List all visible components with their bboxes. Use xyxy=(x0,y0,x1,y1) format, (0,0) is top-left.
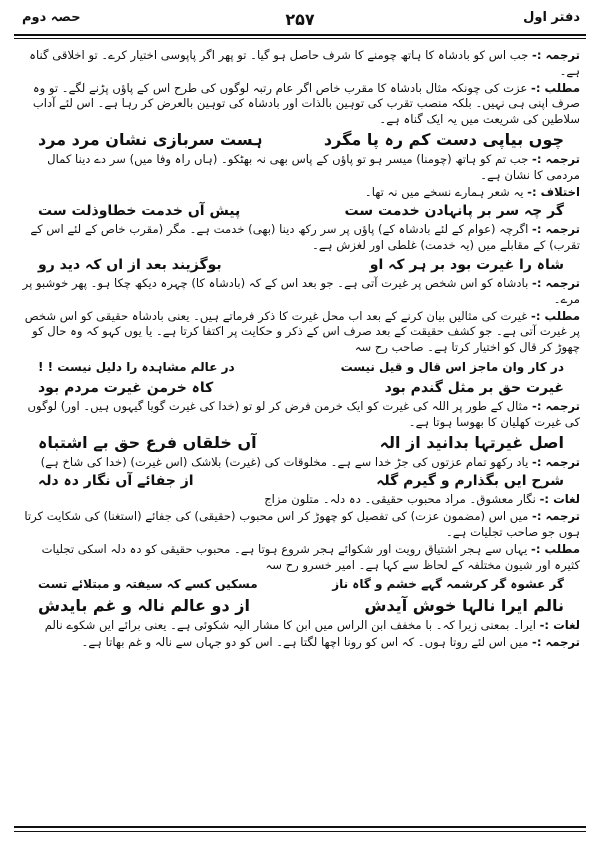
footer-rule-thin xyxy=(14,831,586,832)
paragraph-label: مطلب :- xyxy=(531,541,580,556)
paragraph-label: ترجمہ :- xyxy=(532,222,580,237)
paragraph xyxy=(22,492,580,508)
verse-first-half: اصل غیرتہا بدانید از الہ xyxy=(379,432,564,452)
paragraph-text: اگرچہ (عوام کے لئے بادشاہ کے) پاؤں پر سر رکھ دینا (بھی) خدمت ہے۔ مگر (مقرب خاص کے لئے اس کے تقرب) کے مقابلے میں (یہ خدمت) غلطی اور لغزش ہے۔ xyxy=(30,222,580,253)
paragraph xyxy=(22,635,580,651)
running-header-title: دفتر اول xyxy=(523,10,580,25)
paragraph-label: ترجمہ :- xyxy=(532,635,580,650)
paragraph xyxy=(22,399,580,431)
paragraph-text: یہاں سے ہجر اشتیاق رویت اور شکوائے ہجر شروع ہوتا ہے۔ محبوب حقیقی کو دہ دلہ اسکی تجلیات کثیرہ اور شیون مختلفہ کے لحاظ سے کہا ہے۔ امیر خسرو رح سہ xyxy=(41,541,580,572)
paragraph-label: ترجمہ :- xyxy=(532,509,580,524)
verse-second-half: در عالم مشاہدہ را دلیل نیست ! ! xyxy=(38,359,235,374)
paragraph xyxy=(22,455,580,471)
verse-second-half: از جفائے آں نگار دہ دلہ xyxy=(38,473,194,490)
verse-first-half: گر عشوہ گر کرشمہ گہے خشم و گاہ ناز xyxy=(332,577,564,592)
paragraph-text: مثال کے طور پر اللہ کی غیرت کو ایک خرمن فرض کر لو تو (خدا کی غیرت گویا گیہوں ہیں۔ اور) لوگوں کی غیرت کھلیان کا بھوسا ہوتا ہے۔ xyxy=(27,398,580,429)
paragraph xyxy=(22,185,580,201)
verse-second-half: ہست سربازی نشان مرد مرد xyxy=(38,129,263,149)
header-rule-thin xyxy=(14,38,586,39)
paragraph xyxy=(22,509,580,541)
paragraph-text: یاد رکھو تمام عزتوں کی جڑ خدا سے ہے۔ مخلوقات کی (غیرت) بلاشک (اس غیرت) (خدا کی شاخ ہے) xyxy=(40,454,529,469)
paragraph xyxy=(22,81,580,128)
verse-second-half: بوگزیند بعد از اں کہ دید رو xyxy=(38,256,222,273)
paragraph xyxy=(22,542,580,574)
paragraph-label: اختلاف :- xyxy=(527,184,580,199)
paragraph xyxy=(22,222,580,254)
paragraph xyxy=(22,309,580,356)
book-page xyxy=(14,10,586,832)
paragraph-text: بادشاہ کو اس شخص پر غیرت آتی ہے۔ جو بعد اس کے کہ (بادشاہ کا) چہرہ دیکھ چکا ہو۔ پھر خوشبو پر مرے۔ xyxy=(22,275,580,306)
verse-first-half: نالم ایرا نالہا خوش آیدش xyxy=(364,596,564,616)
paragraph xyxy=(22,276,580,308)
paragraph-text: جب تم کو ہاتھ (چومنا) میسر ہو تو پاؤں کے پاس بھی نہ بھٹکو۔ (ہاں راہ وفا میں) سر دے دینا کمال مردمی کا نشان ہے۔ xyxy=(47,151,580,182)
page-body xyxy=(22,48,580,652)
running-header-part: حصہ دوم xyxy=(22,10,81,25)
paragraph-text: غیرت کی مثالیں بیان کرنے کے بعد اب محل غیرت کا ذکر فرماتے ہیں۔ یعنی بادشاہ حقیقی کو اس شخص پر غیرت آتی ہے۔ جو کشف حقیقت کے بعد صرف اس کے ذکر و حکایت پر اکتفا کرتا ہے۔ یا یوں کہو کہ وہ حال کو چھوڑ کر قال کو اختیار کرتا ہے۔ صاحب رح سہ xyxy=(24,308,580,355)
page-number: ۲۵۷ xyxy=(285,10,315,29)
header-rule xyxy=(14,34,586,36)
verse-first-half: در کار وان ماجز اس قال و قیل نیست xyxy=(340,359,564,374)
verse-couplet xyxy=(22,595,580,617)
paragraph-text: میں اس لئے روتا ہوں۔ کہ اس کو رونا اچھا لگتا ہے۔ اس کو دو جہاں سے نالہ و غم بھاتا ہے۔ xyxy=(81,635,529,650)
paragraph-label: لغات :- xyxy=(539,618,580,633)
verse-couplet xyxy=(22,255,580,275)
paragraph-label: ترجمہ :- xyxy=(532,151,580,166)
paragraph xyxy=(22,48,580,80)
verse-couplet xyxy=(22,129,580,151)
verse-first-half: شاہ را غیرت بود بر ہر کہ او xyxy=(369,256,564,273)
paragraph-text: ایرا۔ بمعنی زیرا کہ۔ با مخفف ابن الراس میں ابن کا مشار الیہ شکوئی ہے۔ یعنی برائے ایں شکوے نالم xyxy=(44,618,536,633)
paragraph-label: ترجمہ :- xyxy=(532,275,580,290)
verse-first-half: شرح ایں بگذارم و گیرم گلہ xyxy=(376,473,564,490)
verse-second-half: پیش آں خدمت خطاوذلت ست xyxy=(38,203,241,220)
verse-couplet xyxy=(22,357,580,377)
paragraph-label: ترجمہ :- xyxy=(532,48,580,62)
paragraph-text: جب اس کو بادشاہ کا ہاتھ چومنے کا شرف حاصل ہو گیا۔ تو پھر اگر پاپوسی اختیار کرے۔ تو اخلاقی گناہ ہے۔ xyxy=(29,48,580,78)
paragraph-label: مطلب :- xyxy=(531,308,580,323)
verse-couplet xyxy=(22,574,580,594)
verse-couplet xyxy=(22,378,580,398)
verse-first-half: غیرت حق بر مثل گندم بود xyxy=(384,379,564,396)
paragraph-text: یہ شعر ہمارے نسخے میں نہ تھا۔ xyxy=(364,184,524,199)
paragraph-label: ترجمہ :- xyxy=(532,454,580,469)
verse-second-half: آں خلقاں فرع حق بے اشتباہ xyxy=(38,432,257,452)
footer-rule xyxy=(14,826,586,828)
verse-first-half: چوں بیاپی دست کم رہ پا مگرد xyxy=(323,129,564,149)
verse-second-half: از دو عالم نالہ و غم بایدش xyxy=(38,596,250,616)
verse-second-half: کاہ خرمن غیرت مردم بود xyxy=(38,379,214,396)
paragraph-text: نگار معشوق۔ مراد محبوب حقیقی۔ دہ دلہ۔ متلون مزاج xyxy=(264,492,536,507)
paragraph xyxy=(22,618,580,634)
paragraph-label: مطلب :- xyxy=(531,80,580,95)
paragraph-text: عزت کی چونکہ مثال بادشاہ کا مقرب خاص اگر عام رتبہ لوگوں کی طرح اس کے پاؤں پڑنے لگے۔ تو وہ صرف اپنی ہی نہیں۔ بلکہ منصب تقرب کی توہین بالذات اور بادشاہ کی توہین بالعرض کر رہا ہے۔ اس لئے آداب سلاطین کی شریعت میں یہ ایک گناہ ہے۔ xyxy=(32,80,580,127)
paragraph xyxy=(22,152,580,184)
paragraph-text: میں اس (مضمون عزت) کی تفصیل کو چھوڑ کر اس محبوب (حقیقی) کی جفائے (استغنا) کی شکایت کرتا ہوں جو صاحب تجلیات ہے۔ xyxy=(24,509,580,539)
verse-couplet xyxy=(22,201,580,221)
paragraph-label: ترجمہ :- xyxy=(532,398,580,413)
verse-couplet xyxy=(22,471,580,491)
verse-first-half: گر چہ سر بر پانہادن خدمت ست xyxy=(344,203,564,220)
verse-couplet xyxy=(22,432,580,454)
paragraph-label: لغات :- xyxy=(539,492,580,507)
verse-second-half: مسکیں کسے کہ سیفتہ و مبتلائے تست xyxy=(38,577,258,592)
